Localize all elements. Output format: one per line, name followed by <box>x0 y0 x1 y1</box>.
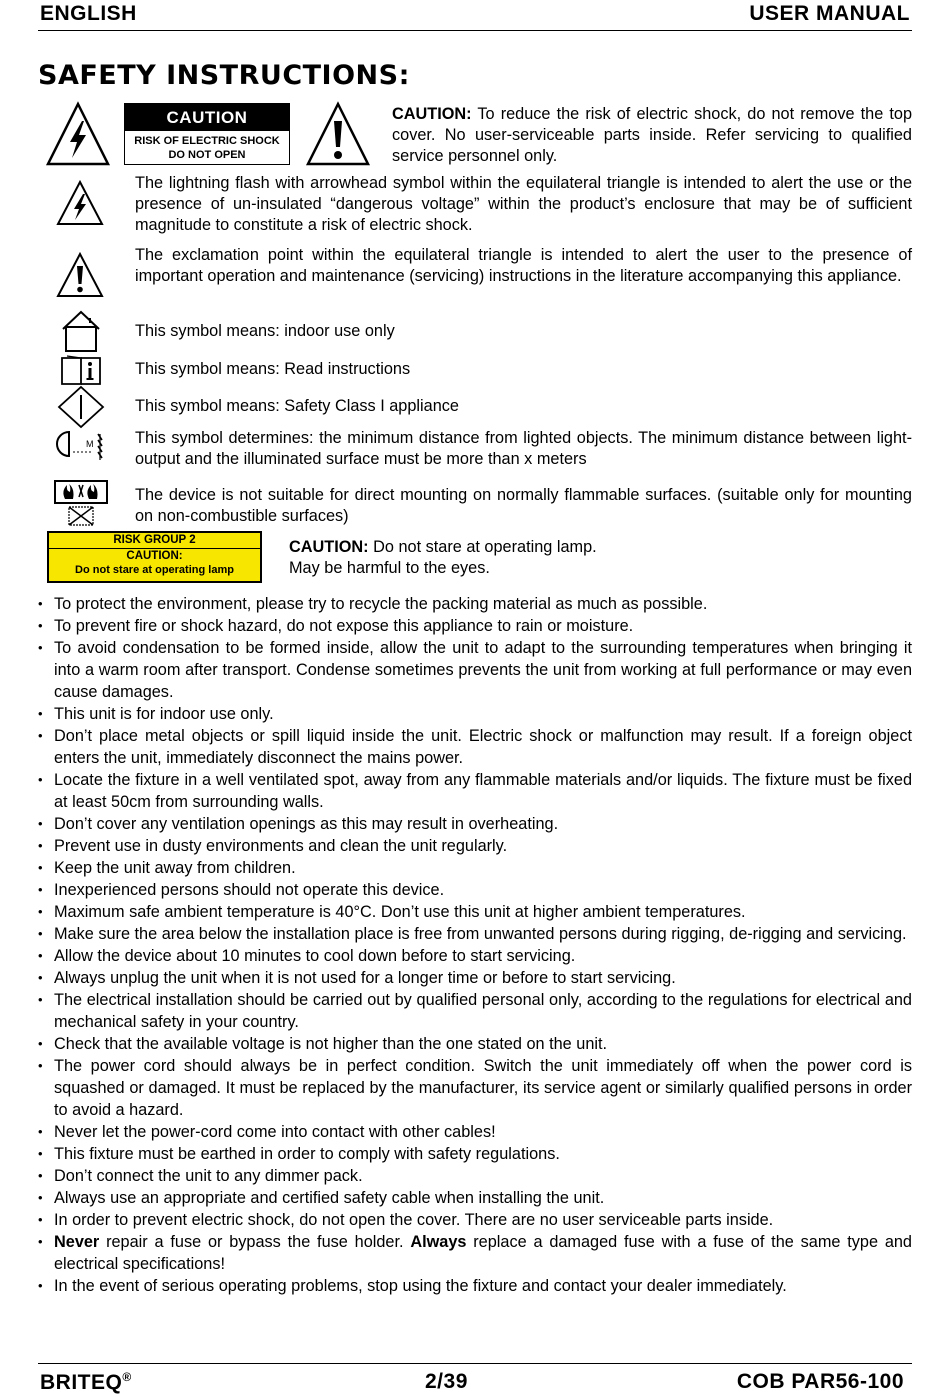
list-item: • The power cord should always be in perfect condition. Switch the unit immediately off when the power cord is squashed or damaged. It must be replaced by the manufacturer, its service agent or similarly qualified persons in order to avoid a hazard. <box>38 1055 912 1121</box>
lightning-small-icon <box>56 180 104 226</box>
indoor-description: This symbol means: indoor use only <box>135 322 395 340</box>
page-footer <box>38 1363 912 1396</box>
footer-model: COB PAR56-100 <box>736 1370 904 1393</box>
header-language: ENGLISH <box>40 2 137 25</box>
risk-caution-line2: May be harmful to the eyes. <box>289 559 490 577</box>
brand-name: BRITEQ <box>40 1371 123 1394</box>
safety-class-1-icon <box>57 385 105 429</box>
exclamation-warning-icon <box>305 101 371 167</box>
list-item-fuse <box>38 1231 912 1275</box>
lightning-description: The lightning flash with arrowhead symbol within the equilateral triangle is intended to alert the use or the presence of un-insulated “dangerous voltage” within the product’s enclosure that may be of sufficient magnitude to constitute a risk of electric shock. <box>135 174 912 234</box>
flammable-description: The device is not suitable for direct mounting on normally flammable surfaces. (suitable only for mounting on non-combustible surfaces) <box>135 486 912 525</box>
list-item: • The electrical installation should be carried out by qualified personal only, according to the regulations for electrical and mechanical safety in your country. <box>38 989 912 1033</box>
fuse-text2: replace a damaged fuse with a fuse of the same type and electrical specifications! <box>54 1233 912 1273</box>
read-instructions-icon <box>59 354 103 386</box>
list-item: • Don’t connect the unit to any dimmer pack. <box>38 1165 912 1187</box>
footer-page-number: 2/39 <box>425 1370 468 1393</box>
fuse-always: Always <box>410 1233 467 1251</box>
page-header <box>38 0 912 31</box>
risk-group-line1: RISK GROUP 2 <box>49 533 260 549</box>
list-item: • To prevent fire or shock hazard, do not expose this appliance to rain or moisture. <box>38 615 912 637</box>
list-item: • To avoid condensation to be formed inside, allow the unit to adapt to the surrounding temperatures when bringing it into a warm room after transport. Condense sometimes prevents the unit from working at full performance or may even cause damages. <box>38 637 912 703</box>
exclamation-description: The exclamation point within the equilateral triangle is intended to alert the user to the presence of important operation and maintenance (servicing) instructions in the literature accompanying this appliance. <box>135 246 912 285</box>
list-item: • Maximum safe ambient temperature is 40°C. Don’t use this unit at higher ambient temperatures. <box>38 901 912 923</box>
minimum-distance-icon <box>55 428 110 464</box>
list-item: • This fixture must be earthed in order to comply with safety regulations. <box>38 1143 912 1165</box>
list-item: • Always use an appropriate and certified safety cable when installing the unit. <box>38 1187 912 1209</box>
risk-group-line2: CAUTION: <box>126 550 183 562</box>
list-item: • Prevent use in dusty environments and clean the unit regularly. <box>38 835 912 857</box>
risk-group-label <box>47 531 262 583</box>
distance-description: This symbol determines: the minimum distance from lighted objects. The minimum distance between light-output and the illuminated surface must be more than x meters <box>135 429 912 468</box>
risk-caution-line1: Do not stare at operating lamp. <box>368 538 597 556</box>
list-item: • To protect the environment, please try to recycle the packing material as much as possible. <box>38 593 912 615</box>
list-item: • Allow the device about 10 minutes to cool down before to start servicing. <box>38 945 912 967</box>
caution-label-line1: RISK OF ELECTRIC SHOCK <box>134 135 280 147</box>
list-item: • In order to prevent electric shock, do not open the cover. There are no user serviceable parts inside. <box>38 1209 912 1231</box>
list-item: • Never let the power-cord come into contact with other cables! <box>38 1121 912 1143</box>
flammable-surface-icon <box>53 479 109 529</box>
fuse-never: Never <box>54 1233 100 1251</box>
risk-caution-text <box>289 537 789 579</box>
list-item: • Make sure the area below the installation place is free from unwanted persons during rigging, de-rigging and servicing. <box>38 923 912 945</box>
caution-label-top: CAUTION <box>125 104 289 131</box>
list-item: • Always unplug the unit when it is not used for a longer time or before to start servicing. <box>38 967 912 989</box>
caution-label <box>124 103 290 165</box>
footer-brand <box>40 1370 132 1395</box>
risk-caution-bold: CAUTION: <box>289 538 369 556</box>
caution-label-line2: DO NOT OPEN <box>168 149 246 161</box>
lightning-warning-icon <box>45 101 111 167</box>
indoor-house-icon <box>59 309 103 353</box>
safety-bullet-list <box>38 593 912 1297</box>
list-item: • Locate the fixture in a well ventilated spot, away from any flammable materials and/or liquids. The fixture must be fixed at least 50cm from surrounding walls. <box>38 769 912 813</box>
caution-text <box>392 104 912 167</box>
section-title: SAFETY INSTRUCTIONS: <box>38 60 410 91</box>
risk-group-line3: Do not stare at operating lamp <box>75 564 234 576</box>
header-doc-type: USER MANUAL <box>749 2 910 25</box>
fuse-text1: repair a fuse or bypass the fuse holder. <box>99 1233 411 1251</box>
class1-description: This symbol means: Safety Class I appliance <box>135 397 459 415</box>
list-item: • Don’t place metal objects or spill liquid inside the unit. Electric shock or malfunction may result. If a foreign object enters the unit, immediately disconnect the mains power. <box>38 725 912 769</box>
list-item: • In the event of serious operating problems, stop using the fixture and contact your dealer immediately. <box>38 1275 912 1297</box>
caution-text-body: To reduce the risk of electric shock, do not remove the top cover. No user-serviceable parts inside. Refer servicing to qualified service personnel only. <box>392 105 912 165</box>
list-item: • Inexperienced persons should not operate this device. <box>38 879 912 901</box>
list-item: • This unit is for indoor use only. <box>38 703 912 725</box>
list-item: • Don’t cover any ventilation openings as this may result in overheating. <box>38 813 912 835</box>
list-item: • Keep the unit away from children. <box>38 857 912 879</box>
read-description: This symbol means: Read instructions <box>135 360 411 378</box>
exclamation-small-icon <box>56 252 104 298</box>
caution-text-bold: CAUTION: <box>392 105 472 123</box>
registered-mark: ® <box>122 1370 132 1384</box>
list-item: • Check that the available voltage is not higher than the one stated on the unit. <box>38 1033 912 1055</box>
distance-icon-mark: M <box>86 439 94 449</box>
